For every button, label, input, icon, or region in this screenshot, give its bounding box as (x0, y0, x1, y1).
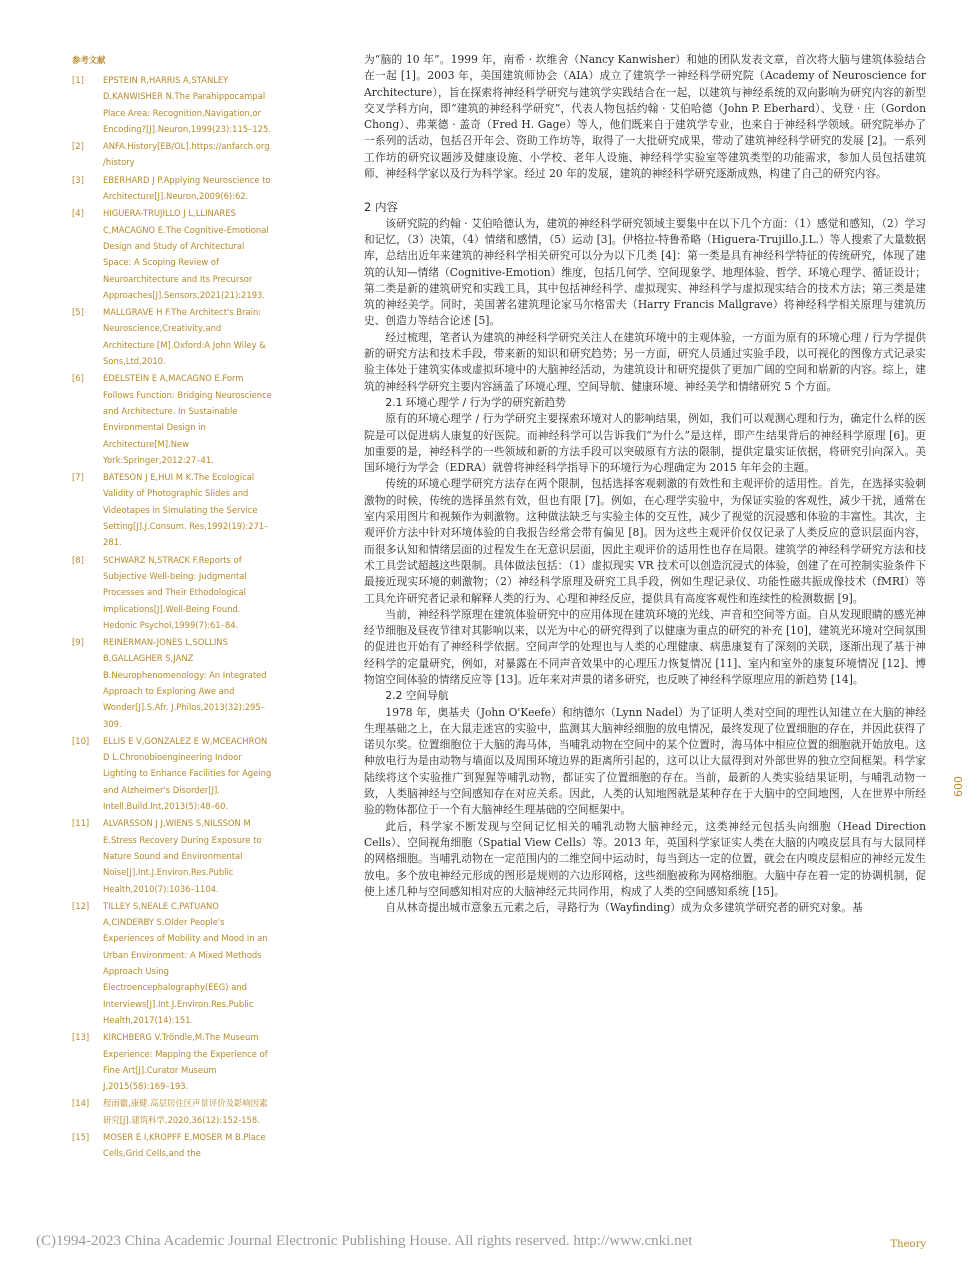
copyright-footer: (C)1994-2023 China Academic Journal Electronic Publishing House. All rights reserved. http://www.cnki.net (36, 1233, 693, 1249)
section-label: Theory (890, 1239, 926, 1250)
reference-item (72, 1129, 272, 1162)
reference-text: EBERHARD J P.Applying Neuroscience to Architecture[J].Neuron,2009(6):62. (103, 174, 271, 202)
section-heading: 2 内容 (364, 200, 398, 215)
body-paragraph: 此后，科学家不断发现与空间记忆相关的哺乳动物大脑神经元，这类神经元包括头向细胞（Head Direction Cells）、空间视角细胞（Spatial View Cells）等。2013 年，英国科学家证实人类在大脑的内嗅皮层具有与大鼠同样的网格细胞。当哺乳动物在一定范围内的二维空间中运动时，每当到达一定的位置，就会在内嗅皮层相应的神经元发生放电。多个放电神经元形成的图形是规则的六边形网格，这些细胞被称为网格细胞。大脑中存在着一定的协调机制，促使上述几种与空间感知相对应的大脑神经元共同作用，构成了人类的空间感知系统 [15]。 (364, 819, 926, 898)
reference-number: [14] (72, 1098, 90, 1109)
reference-text: BATESON J E,HUI M K.The Ecological Validity of Photographic Slides and Videotapes in Simulating the Service Setting[J].J.Consum. Res,1992(19):271–281. (103, 472, 269, 548)
references-column (72, 52, 272, 1163)
body-paragraph: 1978 年，奥基夫（John O'Keefe）和纳德尔（Lynn Nadel）为了证明人类对空间的理性认知建立在大脑的神经生理基础之上，在大鼠走迷宫的实验中，监测其大脑神经细胞的放电情况，最终发现了位置细胞的存在，并因此获得了诺贝尔奖。位置细胞位于大脑的海马体，当哺乳动物在空间中的某个位置时，海马体中相应位置的细胞就开始放电。这种放电行为是由动物与墙面以及周围环境边界的距离所引起的，这可以让大鼠得到对外部世界的独立空间框架。科学家陆续将这个实验推广到猩猩等哺乳动物，都证实了位置细胞的存在。当前，最新的人类实验结果证明，与哺乳动物一致，人类脑神经与空间感知存在对应关系。因此，人类的认知地图就是某种存在于大脑中的空间地图，人在世界中所经验的物体都位于一个有大脑神经生理基础的空间框架中。 (364, 705, 926, 817)
reference-item (72, 469, 272, 550)
subsection-heading: 2.2 空间导航 (385, 689, 449, 703)
reference-number: [15] (72, 1132, 90, 1142)
reference-text: EPSTEIN R,HARRIS A,STANLEY D,KANWISHER N.The Parahippocampal Place Area: Recognition,Navigation,or Encoding?[J].Neuron,1999(23):115–125. (103, 75, 271, 134)
body-paragraph: 为“脑的 10 年”。1999 年，南希 · 坎维舍（Nancy Kanwisher）和她的团队发表文章，首次将大脑与建筑体验结合在一起 [1]。2003 年，美国建筑师协会（AIA）成立了建筑学一神经科学研究院（Academy of Neuroscience for Architecture），旨在探索将神经科学研究与建筑学实践结合在一起，以建筑与神经系统的双向影响为研究内容的新型交叉学科方向，即“建筑的神经科学研究”，代表人物包括约翰 · 艾伯哈德（John P. Eberhard）、戈登 · 庄（Gordon Chong）、弗莱德 · 盖奇（Fred H. Gage）等人，他们既来自于建筑学专业，也来自于神经科学领域。研究院举办了一系列的活动，包括召开年会、资助工作坊等，取得了一大批研究成果，带动了建筑神经科学研究的发展 [2]。一系列工作坊的研究议题涉及健康设施、小学校、老年人设施、神经科学实验室等建筑类型的功能需求，参加人员包括建筑师、神经科学家以及行为科学家。经过 20 年的发展，建筑的神经科学研究逐渐成熟，构建了自己的研究内容。 (364, 53, 926, 181)
main-text-column (364, 52, 926, 916)
reference-number: [5] (72, 307, 84, 318)
reference-number: [8] (72, 554, 84, 565)
reference-item (72, 172, 272, 205)
reference-number: [1] (72, 75, 84, 85)
reference-item (72, 72, 272, 137)
reference-item (72, 898, 272, 1028)
reference-text: MALLGRAVE H F.The Architect's Brain: Neuroscience,Creativity,and Architecture [M].Oxford:A John Wiley & Sons,Ltd,2010. (103, 307, 266, 367)
reference-item (72, 1095, 272, 1128)
reference-number: [10] (72, 735, 90, 746)
page-number: 009 (951, 776, 964, 797)
reference-text: SCHWARZ N,STRACK F.Reports of Subjective Well-being: Judgmental Processes and Their Ethodological Implications[J].Well-Being Found. Hedonic Psychol,1999(7):61–84. (103, 554, 247, 630)
reference-text: HIGUERA-TRUJILLO J L,LLINARES C,MACAGNO E.The Cognitive-Emotional Design and Study of Architectural Space: A Scoping Review of Neuroarchitecture and Its Precursor Approaches[J].Sensors,2021(21):2193. (103, 208, 269, 300)
reference-number: [3] (72, 174, 84, 185)
reference-item (72, 138, 272, 171)
reference-item (72, 733, 272, 814)
reference-number: [2] (72, 141, 84, 152)
reference-item (72, 634, 272, 732)
reference-text: ANFA.History[EB/OL].https://anfarch.org/history (103, 141, 270, 168)
reference-item (72, 304, 272, 369)
reference-text: EDELSTEIN E A,MACAGNO E.Form Follows Function: Bridging Neuroscience and Architecture. In Sustainable Environmental Design in Architecture[M].New York:Springer,2012:27–41. (103, 373, 272, 465)
reference-item (72, 1029, 272, 1094)
reference-item (72, 370, 272, 468)
reference-number: [4] (72, 208, 84, 219)
reference-text: 程雨徽,康健.高层居住区声景评价及影响因素研究[J].建筑科学,2020,36(12):152-158. (103, 1098, 268, 1125)
reference-number: [11] (72, 818, 90, 829)
reference-item (72, 552, 272, 633)
reference-text: KIRCHBERG V.Tröndle,M.The Museum Experience: Mapping the Experience of Fine Art[J].Curator Museum J,2015(58):169–193. (103, 1032, 268, 1092)
reference-text: TILLEY S,NEALE C,PATUANO A,CINDERBY S.Older People's Experiences of Mobility and Mood in an Urban Environment: A Mixed Methods Approach Using Electroencephalography(EEG) and Interviews[J].Int.J.Environ.Res.Public Health,2017(14):151. (103, 900, 268, 1025)
reference-number: [7] (72, 472, 84, 483)
body-paragraph: 传统的环境心理学研究方法存在两个限制，包括选择客观刺激的有效性和主观评价的适用性。首先，在选择实验刺激物的时候，传统的选择虽然有效，但也有限 [7]。例如，在心理学实验中，为保证实验的客观性，减少干扰，通常在室内采用图片和视频作为刺激物。这种做法缺乏与实验主体的交互性，减少了视觉的沉浸感和体验的丰富性。其次，主观评价方法中针对环境体验的自我报告经常会带有偏见 [8]。因为这些主观评价仅仅记录了人类反应的意识层面内容，而很多认知和情绪层面的过程发生在无意识层面，因此主观评价的适用性也存在局限。建筑学的神经科学研究方法和技术工具尝试超越这些限制。具体做法包括：（1）虚拟现实 VR 技术可以创造沉浸式的体验，创建了在可控制实验条件下最接近现实环境的刺激物；（2）神经科学原理及研究工具手段，例如生理记录仪、功能性磁共振成像技术（fMRI）等工具允许研究者记录和解释人类的行为、心理和神经反应，提供具有高度客观性和连续性的检测数据 [9]。 (364, 477, 926, 605)
subsection-heading: 2.1 环境心理学 / 行为学的研究新趋势 (385, 395, 566, 409)
reference-number: [12] (72, 900, 90, 911)
body-paragraph: 经过梳理，笔者认为建筑的神经科学研究关注人在建筑环境中的主观体验，一方面为原有的环境心理 / 行为学提供新的研究方法和技术手段，带来新的知识和研究趋势；另一方面，研究人员通过实验手段，以可视化的图像方式记录实验主体处于建筑实体或虚拟环境中的大脑神经活动，为建筑设计和研究提供了更加广阔的空间和崭新的内容。综上，建筑的神经科学研究主要内容涵盖了环境心理、空间导航、健康环境、神经美学和情绪研究 5 个方面。 (364, 330, 926, 393)
body-paragraph: 当前，神经科学原理在建筑体验研究中的应用体现在建筑环境的光线、声音和空间等方面。自从发现眼睛的感光神经节细胞及昼夜节律对其影响以来，以光为中心的研究得到了以健康为重点的研究的补充 [10]，建筑光环境对空间氛围的促进也开始有了神经科学依据。空间声学的处理也与人类的心理健康、病患康复有了深刻的关联，逐渐出现了基于神经科学的定量研究，例如，对暴露在不同声音效果中的心理压力恢复情况 [11]、室内和室外的康复环境情况 [12]、博物馆空间体验的情绪反应等 [13]。近年来对声景的诸多研究，也反映了神经科学原理应用的新趋势 [14]。 (364, 607, 926, 686)
body-paragraph: 该研究院的约翰 · 艾伯哈德认为，建筑的神经科学研究领域主要集中在以下几个方面：（1）感觉和感知，（2）学习和记忆，（3）决策，（4）情绪和感情，（5）运动 [3]。伊格拉-特鲁希略（Higuera-Trujillo.J.L.）等人搜索了大量数据库，总结出近年来建筑的神经科学相关研究可以分为以下几类 [4]：第一类是具有神经科学特征的传统研究，体现了建筑的认知—情绪（Cognitive-Emotion）维度，包括几何学、空间现象学、地理体验、哲学、环境心理学、循证设计；第二类是新的建筑研究和实践工具，其中包括神经科学、虚拟现实、神经科学与虚拟现实结合的技术方法；第三类是建筑的神经美学。同时，美国著名建筑理论家马尔格雷夫（Harry Francis Mallgrave）将神经科学相关原理与建筑历史、创造力等结合论述 [5]。 (364, 216, 926, 328)
reference-number: [9] (72, 637, 84, 648)
reference-list (72, 72, 272, 1162)
reference-number: [6] (72, 373, 84, 384)
reference-text: ALVARSSON J J,WIENS S,NILSSON M E.Stress Recovery During Exposure to Nature Sound and Environmental Noise[J].Int.J.Environ.Res.Public Health,2010(7):1036–1104. (103, 818, 262, 894)
reference-text: REINERMAN-JONES L,SOLLINS B,GALLAGHER S,JANZ B.Neurophenomenology: An Integrated Approach to Exploring Awe and Wonder[J].S.Afr. J.Philos,2013(32):295–309. (103, 637, 267, 729)
reference-text: ELLIS E V,GONZALEZ E W,MCEACHRON D L.Chronobioengineering Indoor Lighting to Enhance Facilities for Ageing and Alzheimer's Disorder[J]. Intell.Build.Int,2013(5):48–60. (103, 735, 272, 812)
reference-item (72, 815, 272, 896)
reference-item (72, 205, 272, 303)
body-paragraph: 原有的环境心理学 / 行为学研究主要探索环境对人的影响结果，例如，我们可以观测心理和行为，确定什么样的医院是可以促进病人康复的好医院。而神经科学可以告诉我们“为什么”是这样，即产生结果背后的神经科学原理 [6]。更加重要的是，神经科学的一些领域和新的方法手段可以突破原有方法的限制，提供定量实证依据，将研究引向深入。美国环境行为学会（EDRA）就曾将神经科学指导下的环境行为心理确定为 2015 年年会的主题。 (364, 412, 926, 475)
references-heading: 参考文献 (72, 55, 106, 65)
reference-text: MOSER E I,KROPFF E,MOSER M B.Place Cells,Grid Cells,and the (103, 1132, 266, 1159)
reference-number: [13] (72, 1032, 90, 1043)
body-paragraph: 自从林奇提出城市意象五元素之后，寻路行为（Wayfinding）成为众多建筑学研究者的研究对象。基 (385, 901, 863, 915)
